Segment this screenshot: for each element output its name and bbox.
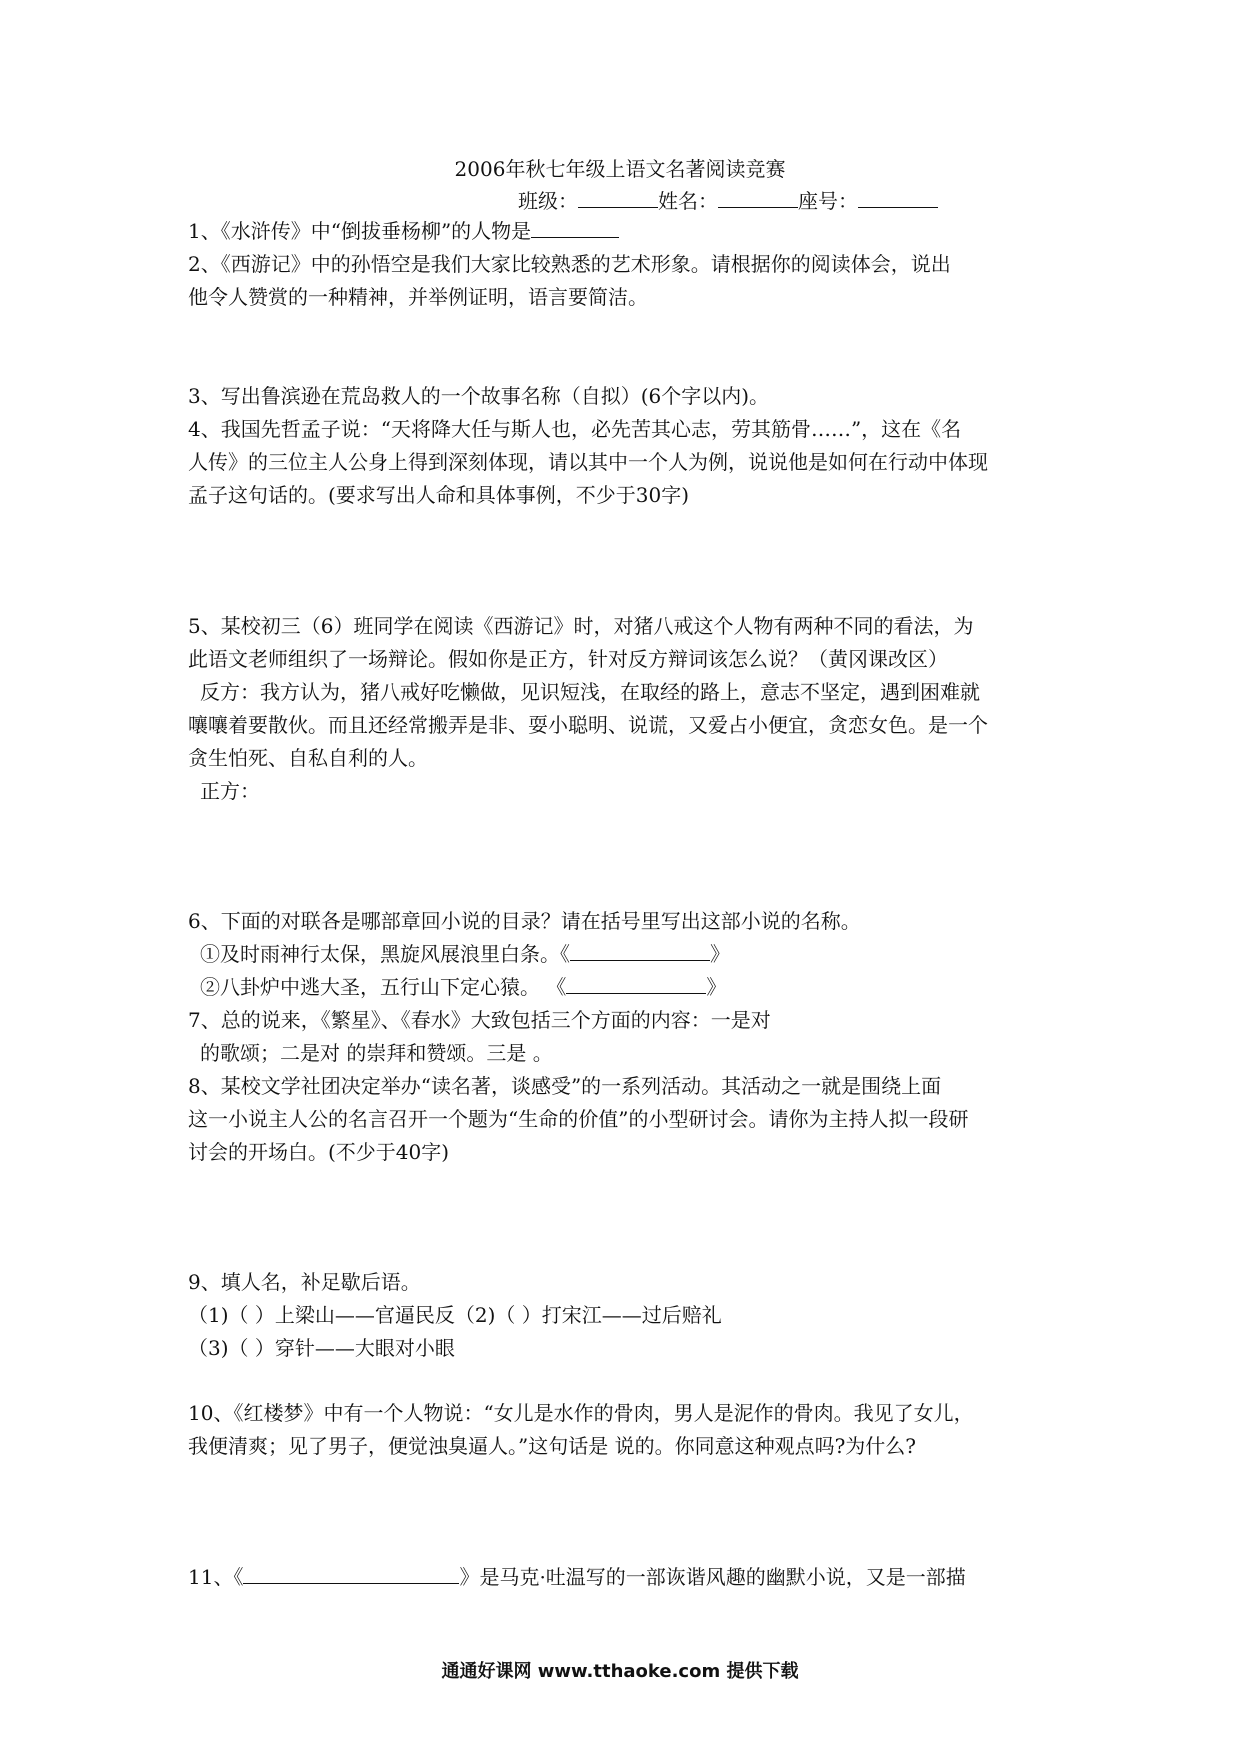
question-8-line-1: 8、某校文学社团决定举办“读名著，谈感受”的一系列活动。其活动之一就是围绕上面	[188, 1074, 942, 1098]
page-title: 2006年秋七年级上语文名著阅读竞赛	[454, 157, 786, 181]
question-7-line-2: 的歌颂；二是对 的崇拜和赞颂。三是 。	[200, 1041, 553, 1065]
question-3: 3、写出鲁滨逊在荒岛救人的一个故事名称（自拟）(6个字以内)。	[188, 384, 770, 408]
class-blank[interactable]	[578, 187, 658, 208]
question-6-item-1	[200, 939, 730, 969]
question-6-item-2-close: 》	[706, 975, 727, 999]
question-11-text-end: 》是马克·吐温写的一部诙谐风趣的幽默小说，又是一部描	[459, 1565, 966, 1589]
question-10-line-1: 10、《红楼梦》中有一个人物说：“女儿是水作的骨肉，男人是泥作的骨肉。我见了女儿，	[188, 1401, 974, 1425]
question-10-line-2: 我便清爽；见了男子，便觉浊臭逼人。”这句话是 说的。你同意这种观点吗?为什么?	[188, 1434, 917, 1458]
question-11-blank[interactable]	[243, 1563, 459, 1584]
question-9-line-1: 9、填人名，补足歇后语。	[188, 1270, 421, 1294]
page-footer: 通通好课网 www.tthaoke.com 提供下载	[441, 1661, 799, 1682]
question-9-line-2: （1)（ ）上梁山——官逼民反（2)（ ）打宋江——过后赔礼	[188, 1303, 722, 1327]
name-label: 姓名：	[658, 189, 718, 213]
question-6-item-2	[200, 972, 726, 1002]
question-5-line-6: 正方：	[200, 779, 260, 803]
question-6-item-1-text: ①及时雨神行太保，黑旋风展浪里白条。《	[200, 942, 570, 966]
question-6-line-1: 6、下面的对联各是哪部章回小说的目录？请在括号里写出这部小说的名称。	[188, 909, 861, 933]
question-11-text-start: 11、《	[188, 1565, 244, 1589]
question-6-item-1-close: 》	[710, 942, 730, 966]
student-info-line	[518, 186, 938, 216]
name-blank[interactable]	[718, 187, 798, 208]
question-2-line-1: 2、《西游记》中的孙悟空是我们大家比较熟悉的艺术形象。请根据你的阅读体会，说出	[188, 252, 951, 276]
question-5-line-4: 嚷嚷着要散伙。而且还经常搬弄是非、耍小聪明、说谎，又爱占小便宜，贪恋女色。是一个	[188, 713, 988, 737]
question-5-line-5: 贪生怕死、自私自利的人。	[188, 746, 428, 770]
question-5-line-2: 此语文老师组织了一场辩论。假如你是正方，针对反方辩词该怎么说？（黄冈课改区）	[188, 647, 948, 671]
seat-label: 座号：	[798, 189, 858, 213]
question-4-line-2: 人传》的三位主人公身上得到深刻体现，请以其中一个人为例，说说他是如何在行动中体现	[188, 450, 988, 474]
question-9-line-3: （3)（ ）穿针——大眼对小眼	[188, 1336, 455, 1360]
class-label: 班级：	[518, 189, 578, 213]
seat-blank[interactable]	[858, 187, 938, 208]
question-4-line-3: 孟子这句话的。(要求写出人命和具体事例，不少于30字)	[188, 483, 690, 507]
question-1	[188, 216, 619, 246]
question-6-item-2-text: ②八卦炉中逃大圣，五行山下定心猿。 《	[200, 975, 567, 999]
question-6-item-2-blank[interactable]	[566, 973, 706, 994]
question-8-line-3: 讨会的开场白。(不少于40字)	[188, 1140, 450, 1164]
question-6-item-1-blank[interactable]	[570, 940, 710, 961]
question-5-line-3: 反方：我方认为，猪八戒好吃懒做，见识短浅，在取经的路上，意志不坚定，遇到困难就	[200, 680, 980, 704]
question-2-line-2: 他令人赞赏的一种精神，并举例证明，语言要简洁。	[188, 285, 648, 309]
question-1-blank[interactable]	[531, 217, 619, 238]
question-8-line-2: 这一小说主人公的名言召开一个题为“生命的价值”的小型研讨会。请你为主持人拟一段研	[188, 1107, 969, 1131]
question-1-text: 1、《水浒传》中“倒拔垂杨柳”的人物是	[188, 219, 532, 243]
question-5-line-1: 5、某校初三（6）班同学在阅读《西游记》时，对猪八戒这个人物有两种不同的看法，为	[188, 614, 974, 638]
question-7-line-1: 7、总的说来，《繁星》、《春水》大致包括三个方面的内容：一是对	[188, 1008, 771, 1032]
question-11	[188, 1562, 966, 1592]
question-4-line-1: 4、我国先哲孟子说：“天将降大任与斯人也，必先苦其心志，劳其筋骨……”，这在《名	[188, 417, 962, 441]
